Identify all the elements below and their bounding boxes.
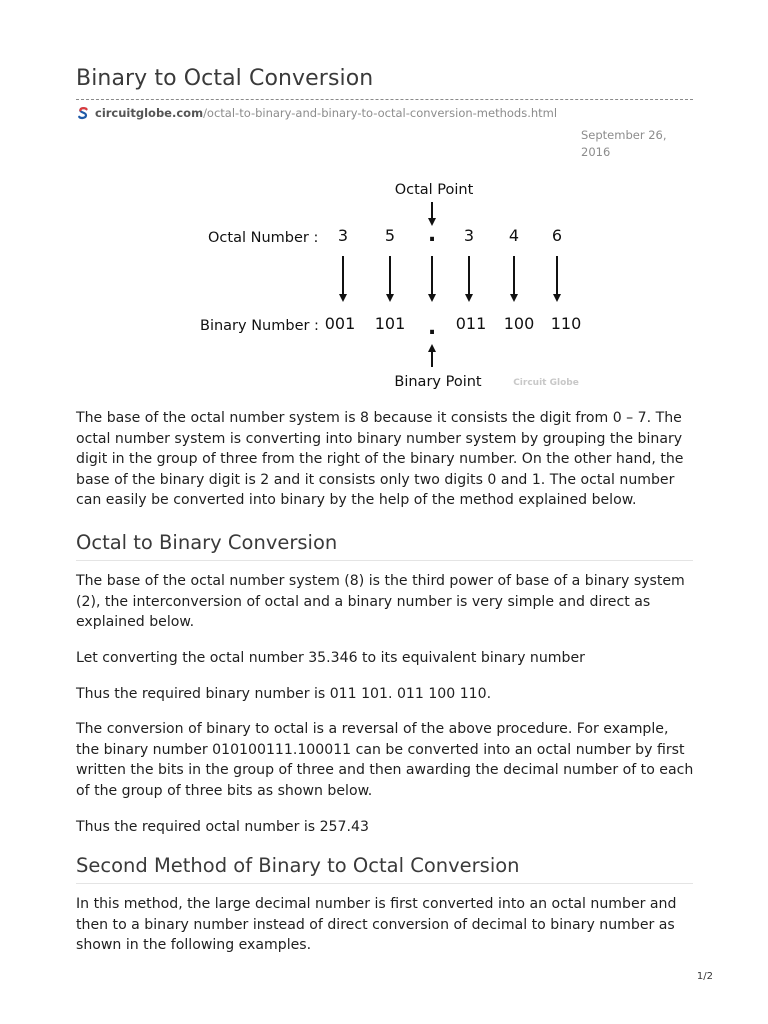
section-heading-second-method: Second Method of Binary to Octal Conversion: [76, 854, 693, 884]
paragraph: Thus the required binary number is 011 101. 011 100 110.: [76, 686, 492, 702]
binary-group: 101: [374, 314, 406, 333]
section-heading-octal-to-binary: Octal to Binary Conversion: [76, 531, 693, 561]
binary-point-label: Binary Point: [394, 374, 482, 390]
source-path[interactable]: /octal-to-binary-and-binary-to-octal-conversion-methods.html: [203, 106, 558, 120]
binary-group: 001: [324, 314, 356, 333]
paragraph: The base of the octal number system (8) is the third power of base of a binary system (2), the interconversion of octal and a binary number is very simple and direct as explained below.: [76, 573, 685, 630]
watermark: Circuit Globe: [513, 378, 579, 388]
binary-group: 011: [455, 314, 487, 333]
octal-point-label: Octal Point: [394, 182, 474, 198]
octal-digit: .: [427, 222, 437, 247]
page-number: 1/2: [696, 971, 713, 982]
binary-number-label: Binary Number :: [200, 318, 319, 334]
paragraph: The conversion of binary to octal is a reversal of the above procedure. For example, the binary number 010100111.100011 can be converted into an octal number by first written the bits in the group of three and then awarding the decimal number of to each of the group of three bits as shown below.: [76, 721, 694, 799]
binary-group: 110: [550, 314, 582, 333]
paragraph: Let converting the octal number 35.346 to its equivalent binary number: [76, 650, 585, 666]
binary-group: 100: [503, 314, 535, 333]
octal-digit: 5: [384, 226, 396, 245]
octal-digit: 4: [508, 226, 520, 245]
title-divider: [76, 99, 693, 100]
paragraph: In this method, the large decimal number is first converted into an octal number and then to a binary number instead of direct conversion of decimal to binary number as shown in the following examples.: [76, 896, 677, 953]
octal-number-label: Octal Number :: [208, 230, 319, 246]
paragraph: Thus the required octal number is 257.43: [76, 819, 369, 835]
octal-binary-diagram: [190, 172, 600, 398]
octal-digit: 3: [463, 226, 475, 245]
octal-digit: 6: [551, 226, 563, 245]
page-title: Binary to Octal Conversion: [76, 66, 374, 91]
binary-group: .: [427, 315, 437, 340]
site-logo-icon: [76, 106, 90, 120]
source-domain[interactable]: circuitglobe.com: [95, 106, 204, 120]
date-line-2: 2016: [581, 145, 611, 159]
octal-digit: 3: [337, 226, 349, 245]
source-link[interactable]: [76, 106, 557, 120]
intro-paragraph: The base of the octal number system is 8 because it consists the digit from 0 – 7. The octal number system is converting into binary number system by grouping the binary digit in the group of three from the right of the binary number. On the other hand, the base of the binary digit is 2 and it consists only two digits 0 and 1. The octal number can easily be converted into binary by the help of the method explained below.: [76, 410, 684, 508]
date-line-1: September 26,: [581, 128, 667, 142]
publish-date: [581, 127, 681, 161]
